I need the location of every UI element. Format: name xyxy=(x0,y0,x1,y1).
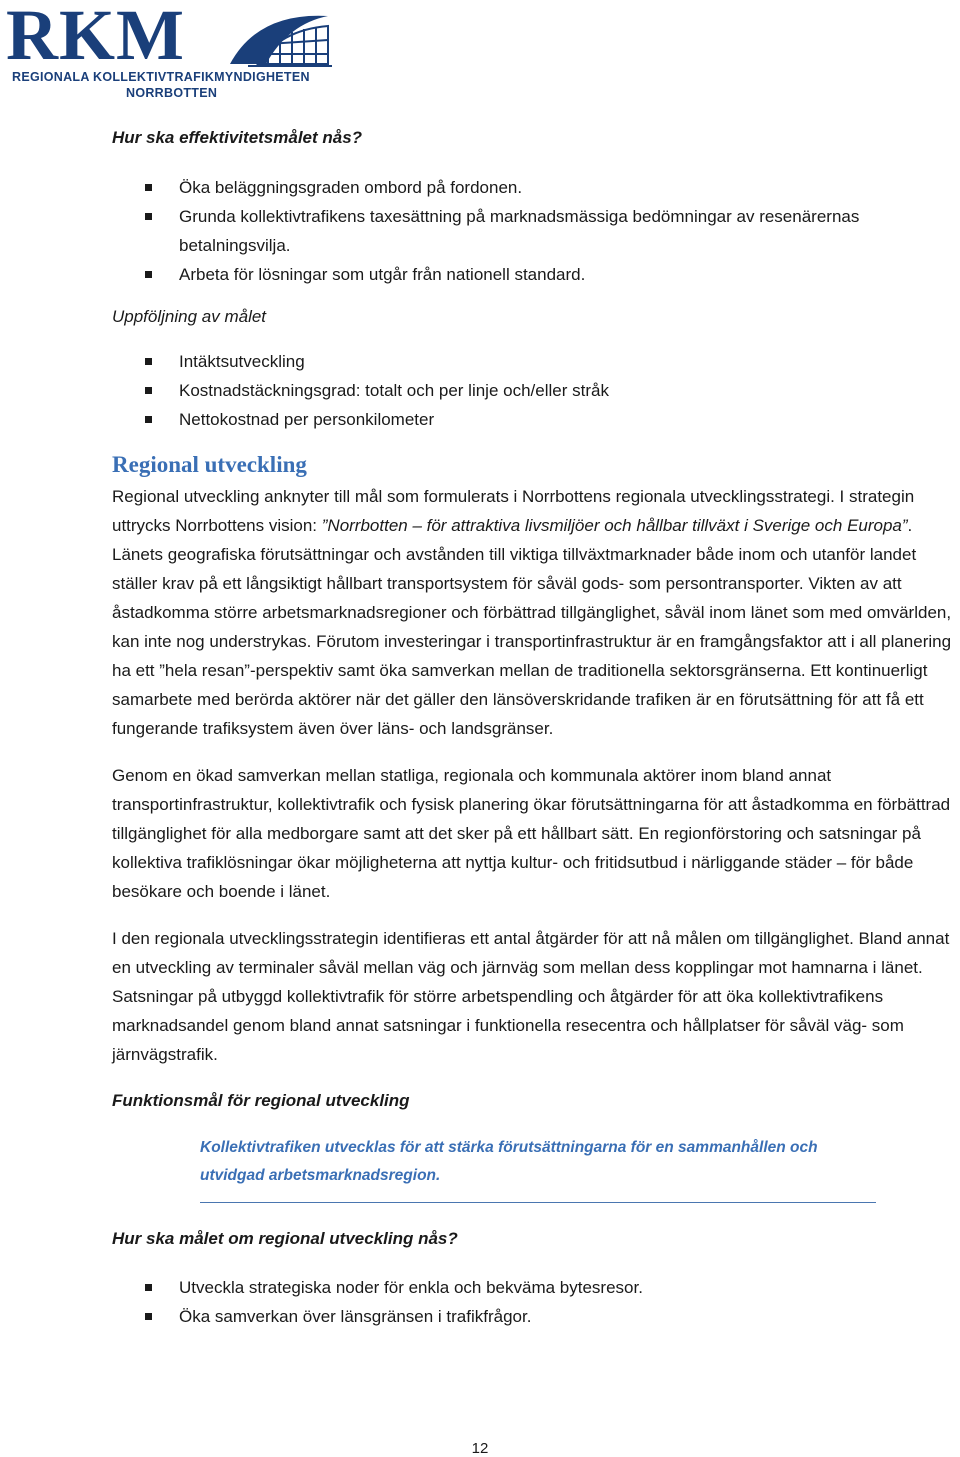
regional-paragraph-3: I den regionala utvecklingsstrategin identifieras ett antal åtgärder för att nå målen om tillgänglighet. Bland annat en utveckling av terminaler såväl mellan väg och järnväg som mellan dess kopplingar mot hamnarna i länet. Satsningar på utbyggd kollektivtrafik för större arbetspendling och åtgärder för att öka kollektivtrafikens marknadsandel genom bland annat satsningar i funktionella resecentra och hållplatser för såväl väg- som järnvägstrafik. xyxy=(112,929,950,1064)
followup-heading: Uppföljning av målet xyxy=(112,307,267,326)
efficiency-heading: Hur ska effektivitetsmålet nås? xyxy=(112,128,363,147)
regional-paragraph-1 xyxy=(112,482,960,743)
page-number: 12 xyxy=(471,1440,489,1457)
regional-goal-bullet-list xyxy=(112,1273,960,1331)
efficiency-bullet-list xyxy=(112,173,960,289)
list-item: Utveckla strategiska noder för enkla och bekväma bytesresor. xyxy=(112,1273,960,1302)
regional-paragraph-1-rest: . Länets geografiska förutsättningar och avstånden till viktiga tillväxtmarknader både inom och utanför landet ställer krav på ett långsiktigt hållbart transportsystem för såväl gods- som persontransporter. Vikten av att åstadkomma större arbetsmarknadsregioner och förbättrad tillgänglighet, såväl inom länet som med omvärlden, kan inte nog understrykas. Förutom investeringar i transportinfrastruktur är en framgångsfaktor att i all planering ha ett ”hela resan”-perspektiv samt öka samverkan mellan de traditionella sektorsgränserna. Ett kontinuerligt samarbete med berörda aktörer när det gäller den länsöverskridande trafiken är en förutsättning för att få ett fungerande trafiksystem även över läns- och landsgränser. xyxy=(112,516,952,738)
followup-bullet-list xyxy=(112,347,960,434)
regional-section-title: Regional utveckling xyxy=(112,452,307,477)
list-item: Intäktsutveckling xyxy=(112,347,960,376)
document-body xyxy=(112,128,960,1331)
function-goal-heading: Funktionsmål för regional utveckling xyxy=(112,1091,410,1110)
regional-goal-heading: Hur ska målet om regional utveckling nås? xyxy=(112,1229,458,1248)
list-item: Grunda kollektivtrafikens taxesättning på marknadsmässiga bedömningar av resenärernas betalningsvilja. xyxy=(112,202,960,260)
list-item: Nettokostnad per personkilometer xyxy=(112,405,960,434)
list-item: Arbeta för lösningar som utgår från nationell standard. xyxy=(112,260,960,289)
rkm-logo xyxy=(6,0,336,100)
logo-org-line2: NORRBOTTEN xyxy=(126,86,218,100)
function-goal-callout-text: Kollektivtrafiken utvecklas för att stärka förutsättningarna för en sammanhållen och utvidgad arbetsmarknadsregion. xyxy=(200,1139,818,1184)
function-goal-callout xyxy=(200,1128,876,1203)
wave-bridge-icon xyxy=(228,10,332,68)
regional-paragraph-1-intro: Regional utveckling anknyter till mål som formulerats i Norrbottens regionala utvecklingsstrategi. I strategin uttrycks Norrbottens vision: xyxy=(112,487,915,535)
logo-org-line1: REGIONALA KOLLEKTIVTRAFIKMYNDIGHETEN xyxy=(12,70,310,84)
list-item: Öka samverkan över länsgränsen i trafikfrågor. xyxy=(112,1302,960,1331)
regional-paragraph-2: Genom en ökad samverkan mellan statliga, regionala och kommunala aktörer inom bland annat transportinfrastruktur, kollektivtrafik och fysisk planering ökar förutsättningarna för att åstadkomma en förbättrad tillgänglighet för alla medborgare samt att det sker på ett hållbart sätt. En regionförstoring och satsningar på kollektiva trafiklösningar ökar möjligheterna att nyttja kultur- och fritidsutbud i närliggande städer – för både besökare och boende i länet. xyxy=(112,766,951,901)
logo-wordmark: RKM xyxy=(6,0,185,75)
list-item: Öka beläggningsgraden ombord på fordonen. xyxy=(112,173,960,202)
list-item: Kostnadstäckningsgrad: totalt och per linje och/eller stråk xyxy=(112,376,960,405)
vision-quote: ”Norrbotten – för attraktiva livsmiljöer och hållbar tillväxt i Sverige och Europa” xyxy=(321,516,908,535)
